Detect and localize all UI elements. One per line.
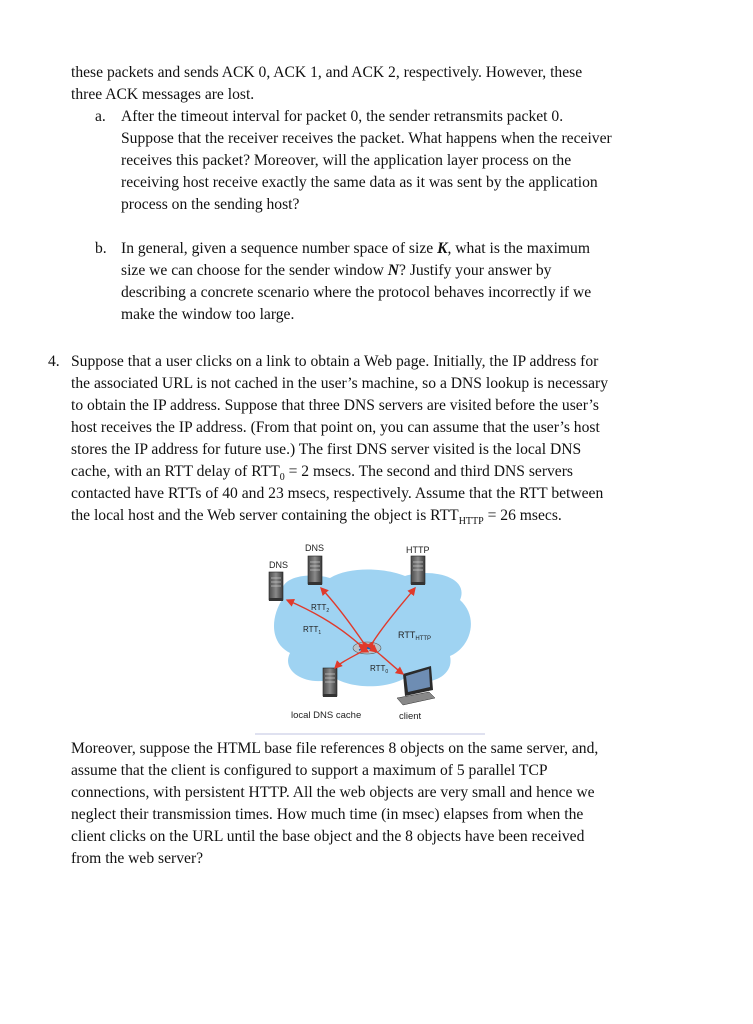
rtthttp-subscript: HTTP <box>415 636 432 642</box>
var-n: N <box>387 262 399 279</box>
item-b-line-2-tail: ? Justify your answer by <box>399 262 552 279</box>
item-b-marker: b. <box>95 240 107 257</box>
q4-line-1: Suppose that a user clicks on a link to obtain a Web page. Initially, the IP address for <box>71 353 599 370</box>
item-b-line-1-tail: , what is the maximum <box>447 240 590 257</box>
rtt2-label-text: RTT <box>311 603 327 612</box>
q4-line-6-text: cache, with an RTT delay of RTT <box>71 463 280 480</box>
local-dns-server-icon <box>323 668 337 697</box>
q4-line-2: the associated URL is not cached in the user’s machine, so a DNS lookup is necessary <box>71 375 608 392</box>
follow-line-4: neglect their transmission times. How much time (in msec) elapses from when the <box>71 806 584 823</box>
q4-line-5: stores the IP address for future use.) The first DNS server visited is the local DNS <box>71 441 582 458</box>
dns-server-left-icon <box>269 572 283 601</box>
q4-line-6-tail: = 2 msecs. The second and third DNS servers <box>284 463 573 480</box>
var-k: K <box>437 240 448 257</box>
http-label: HTTP <box>406 545 430 555</box>
item-b-line-2-text: size we can choose for the sender window <box>121 262 388 279</box>
rtthttp-subscript: HTTP <box>458 516 484 528</box>
q4-line-4: host receives the IP address. (From that point on, you can assume that the user’s host <box>71 419 600 436</box>
dns-top-label: DNS <box>305 543 325 553</box>
item-a-line-4: receiving host receive exactly the same data as it was sent by the application <box>121 174 598 191</box>
rtt2-subscript: 2 <box>326 608 330 614</box>
item-a-line-3: receives this packet? Moreover, will the application layer process on the <box>121 152 572 169</box>
local-dns-cache-label: local DNS cache <box>291 710 362 721</box>
item-b-line-4: make the window too large. <box>121 306 295 323</box>
follow-line-3: connections, with persistent HTTP. All the web objects are very small and hence we <box>71 784 595 801</box>
network-diagram <box>255 538 485 738</box>
follow-line-2: assume that the client is configured to support a maximum of 5 parallel TCP <box>71 762 548 779</box>
q4-number: 4. <box>48 353 60 370</box>
item-b-line-3: describing a concrete scenario where the protocol behaves incorrectly if we <box>121 284 592 301</box>
q4-line-8-tail: = 26 msecs. <box>483 507 562 524</box>
item-b-line-1 <box>121 238 590 260</box>
rtthttp-label-text: RTT <box>398 630 416 640</box>
item-a-line-5: process on the sending host? <box>121 196 300 213</box>
dns-left-label: DNS <box>269 560 289 570</box>
q4-line-3: to obtain the IP address. Suppose that three DNS servers are visited before the user’s <box>71 397 599 414</box>
item-a-line-1: After the timeout interval for packet 0, the sender retransmits packet 0. <box>121 108 564 125</box>
rtt0-label-subscript: 0 <box>385 669 389 675</box>
item-b-line-2 <box>121 260 551 282</box>
rtt1-label-text: RTT <box>303 625 319 634</box>
follow-line-1: Moreover, suppose the HTML base file references 8 objects on the same server, and, <box>71 740 599 757</box>
follow-line-5: client clicks on the URL until the base object and the 8 objects have been received <box>71 828 585 845</box>
item-b-line-1-text: In general, given a sequence number space of size <box>121 240 438 257</box>
http-server-icon <box>411 556 425 585</box>
item-a-marker: a. <box>95 108 106 125</box>
dns-server-top-icon <box>308 556 322 585</box>
follow-line-6: from the web server? <box>71 850 204 867</box>
rtt0-subscript: 0 <box>279 472 285 484</box>
rtt1-subscript: 1 <box>318 630 322 636</box>
item-a-line-2: Suppose that the receiver receives the packet. What happens when the receiver <box>121 130 612 147</box>
router-icon <box>353 642 381 654</box>
q4-line-8-text: the local host and the Web server containing the object is RTT <box>71 507 459 524</box>
q4-line-8 <box>71 505 562 533</box>
intro-line-2: three ACK messages are lost. <box>71 86 255 103</box>
q4-line-7: contacted have RTTs of 40 and 23 msecs, respectively. Assume that the RTT between <box>71 485 604 502</box>
intro-line-1: these packets and sends ACK 0, ACK 1, and ACK 2, respectively. However, these <box>71 64 583 81</box>
client-label: client <box>399 711 422 722</box>
rtt0-label-text: RTT <box>370 664 386 673</box>
